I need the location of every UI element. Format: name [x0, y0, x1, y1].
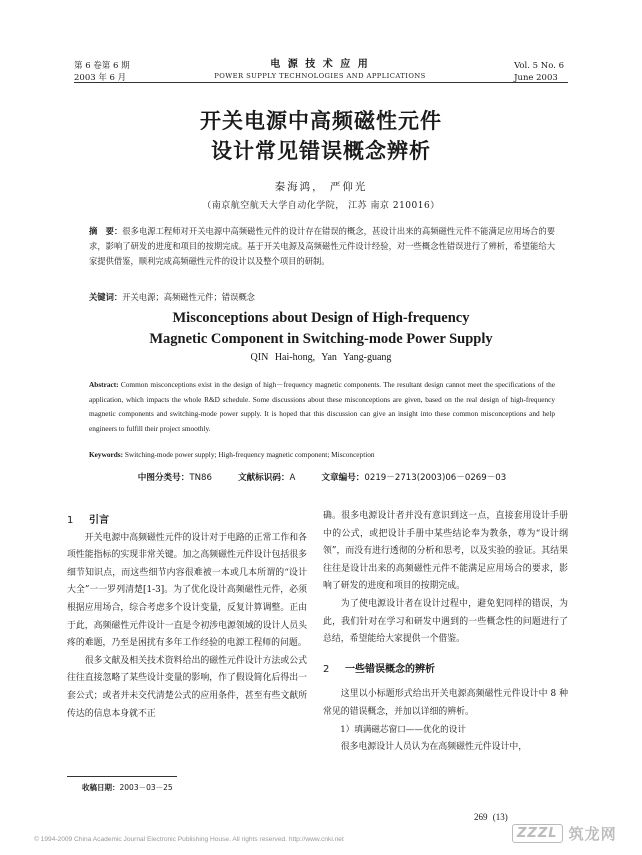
- body-column-right: [323, 508, 568, 757]
- header-divider: [74, 82, 568, 83]
- header-issue-right: [514, 60, 564, 84]
- watermark-name: 筑龙网: [568, 824, 617, 843]
- abstract-label-en: Abstract:: [89, 380, 119, 389]
- article-number: 文章编号：0219－2713(2003)06－0269－03: [321, 473, 507, 483]
- paragraph: 这里以小标题形式给出开关电源高频磁性元件设计中 8 种常见的错误概念，并加以详细的辨析。: [323, 689, 568, 717]
- paragraph: 开关电源中高频磁性元件的设计对于电路的正常工作和各项性能指标的实现非常关键。加之高频磁性元件设计包括很多细节知识点，而这些细节内容很难被一本或几本所谓的“设计大全”一一罗列清楚[1-3]。为了优化设计高频磁性元件，必须根据应用场合，综合考虑多个设计变量，反复计算调整。正由于此，高频磁性元件设计一直是令初涉电源领域的设计人员头疼的难题，乃至是困扰有多年工作经验的电源工程师的问题。: [67, 532, 307, 649]
- watermark: [512, 815, 632, 851]
- page-number: 269 (13): [474, 812, 508, 822]
- section-2-title: 一些错误概念的辨析: [345, 663, 435, 675]
- received-date-label: 收稿日期：: [82, 783, 120, 792]
- subsection-heading: 1）填满磁芯窗口——优化的设计: [340, 724, 466, 735]
- abstract-text-en: Common misconceptions exist in the design of high－frequency magnetic components. The resultant design cannot meet the specifications of the application, which impacts the whole R&D schedule. Some discussions about these misconceptions are given, based on the real design of high-frequency magnetic components and switching-mode power supply. It is hoped that this discussion can give an insight into these common misconceptions and help engineers to fulfill their project smoothly.: [89, 380, 555, 434]
- received-date: 2003－03－25: [119, 783, 173, 792]
- paragraph: 很多文献及相关技术资料给出的磁性元件设计方法或公式往往直接忽略了某些设计变量的影响，作了假设简化后得出一套公式；或者并未交代清楚公式的应用条件，甚至有些文献所传达的信息本身就不正: [67, 655, 307, 719]
- affiliation-cn: （南京航空航天大学自动化学院， 江苏 南京 210016）: [202, 201, 440, 211]
- footnote-divider: [67, 776, 177, 777]
- paragraph: 为了使电源设计者在设计过程中，避免犯同样的错误，为此，我们针对在学习和研发中遇到的一些概念性的问题进行了总结，希望能给大家提供一个借鉴。: [323, 598, 568, 645]
- paragraph: 很多电源设计人员认为在高频磁性元件设计中，: [340, 742, 528, 753]
- keywords-text-en: Switching-mode power supply; High-frequency magnetic component; Misconception: [124, 450, 375, 459]
- keywords-en: [89, 450, 555, 459]
- document-code: 文献标识码：A: [237, 473, 296, 483]
- header-issue-left: [74, 60, 130, 84]
- abstract-en: [89, 378, 555, 437]
- abstract-label-cn: 摘 要：: [89, 226, 123, 236]
- section-1-title: 引言: [89, 515, 109, 526]
- issue-date-cn: 2003 年 6 月: [74, 73, 127, 83]
- section-1-heading: [67, 512, 307, 530]
- abstract-cn: [89, 224, 555, 270]
- keywords-cn: [89, 291, 555, 303]
- watermark-logo-icon: ZZZL: [512, 824, 563, 843]
- section-2-number: 2: [323, 663, 330, 675]
- body-column-left: [67, 512, 307, 723]
- title-line-1: 开关电源中高频磁性元件: [200, 109, 442, 133]
- authors-cn: 秦海鸿， 严仰光: [274, 181, 368, 193]
- keywords-label-en: Keywords:: [89, 450, 124, 459]
- title-en-line-1: Misconceptions about Design of High-frequency: [172, 310, 470, 326]
- issue-volume-cn: 第 6 卷第 6 期: [74, 61, 130, 71]
- journal-name-cn: 电 源 技 术 应 用: [270, 59, 370, 70]
- keywords-text-cn: 开关电源；高频磁性元件；错误概念: [122, 292, 255, 302]
- title-line-2: 设计常见错误概念辨析: [211, 139, 431, 163]
- section-1-number: 1: [67, 515, 74, 526]
- authors-en: QIN Hai-hong, Yan Yang-guang: [250, 352, 392, 363]
- received-date-footnote: [82, 782, 173, 793]
- section-2-heading: [323, 661, 568, 679]
- clc-number: 中图分类号：TN86: [137, 473, 212, 483]
- paragraph: 确。很多电源设计者并没有意识到这一点，直接套用设计手册中的公式，或把设计手册中某些结论奉为教条，尊为“设计纲领”，而没有进行透彻的分析和思考，以及实验的验证。其结果往往是设计出来的高频磁性元件不能满足应用场合的要求，影响了研发的进度和项目的按期完成。: [323, 511, 568, 592]
- issue-volume-en: Vol. 5 No. 6: [514, 61, 564, 71]
- journal-name: [180, 58, 460, 81]
- copyright-footer: © 1994-2009 China Academic Journal Electronic Publishing House. All rights reserved. http://www.cnki.net: [34, 836, 344, 843]
- journal-name-en: POWER SUPPLY TECHNOLOGIES AND APPLICATIONS: [214, 72, 426, 80]
- paper-title-en: [74, 308, 568, 350]
- abstract-text-cn: 很多电源工程师对开关电源中高频磁性元件的设计存在错误的概念，甚设计出来的高频磁性元件不能满足应用场合的要求，影响了研发的进度和项目的按期完成。基于开关电源及高频磁性元件设计经验，对一些概念性错误进行了辨析，希望能给大家提供借鉴，顺利完成高频磁性元件的设计以及整个项目的研制。: [89, 226, 555, 267]
- issue-date-en: June 2003: [514, 73, 558, 83]
- paper-title-cn: [74, 106, 568, 166]
- title-en-line-2: Magnetic Component in Switching-mode Power Supply: [149, 331, 493, 347]
- classification-line: [89, 471, 555, 489]
- keywords-label-cn: 关键词：: [89, 292, 123, 302]
